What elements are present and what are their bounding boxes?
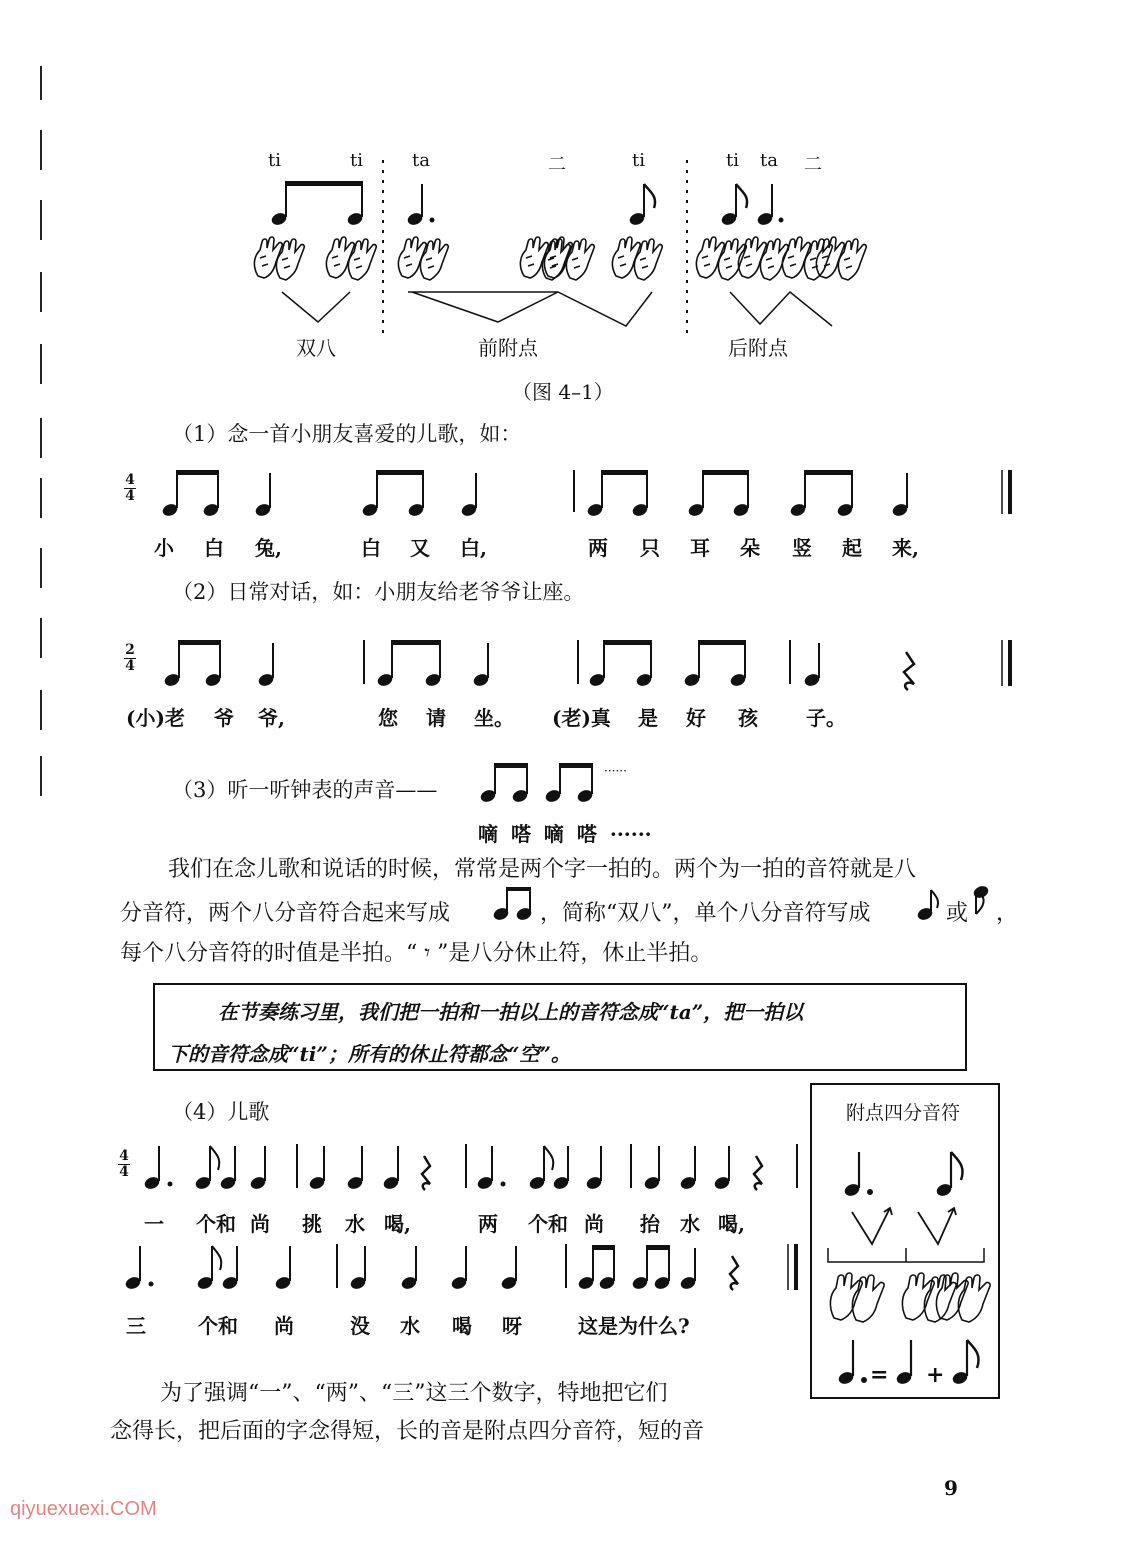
paragraph-line: 我们在念儿歌和说话的时候，常常是两个字一拍的。两个为一拍的音符就是八 (168, 857, 917, 882)
lyric: 一 (144, 1212, 164, 1236)
lyric: 请 (426, 706, 446, 730)
lyric: 来, (892, 536, 919, 560)
figure-caption: （图 4–1） (512, 380, 614, 404)
syllable-ti: ti (726, 150, 739, 171)
lyric: 竖 (792, 536, 812, 560)
ex2-staff (163, 640, 1010, 690)
equals-sign: = (870, 1362, 889, 1388)
lyric: (小)老 (126, 706, 185, 730)
lyric: 坐。 (474, 706, 514, 730)
clap-hands-icon (254, 237, 866, 280)
fig-post-dotted (720, 184, 784, 227)
paragraph-line: 分音符，两个八分音符合起来写成 (120, 901, 451, 926)
side-box-notes (828, 1152, 990, 1386)
lyric: 抬 (640, 1212, 660, 1236)
syllable-er: 二 (804, 154, 822, 175)
lyric: 个和 (528, 1212, 568, 1236)
inline-eighth-note-down-icon (972, 884, 990, 914)
lyric: 水 (345, 1212, 365, 1236)
lyric: 起 (842, 536, 862, 560)
paragraph-line: 为了强调“一”、“两”、“三”这三个数字，特地把它们 (160, 1381, 668, 1406)
lyric: 喝, (384, 1212, 411, 1236)
lyric: 挑 (302, 1212, 322, 1236)
syllable-ti: ti (268, 150, 281, 171)
syllable-er: 二 (548, 154, 566, 175)
syllable-ta: ta (760, 150, 778, 171)
label-shuangba: 双八 (296, 336, 336, 360)
lyric: 个和 (198, 1314, 238, 1338)
ex2-time-signature: 2 4 (125, 642, 135, 674)
lyric: 只 (640, 536, 660, 560)
ex4-heading: （4）儿歌 (172, 1100, 270, 1124)
lyric: 白 (204, 536, 224, 560)
label-houfudian: 后附点 (728, 336, 788, 360)
side-box-title: 附点四分音符 (846, 1102, 961, 1124)
ex3-lyrics: 嘀 嗒 嘀 嗒 ······ (478, 822, 652, 846)
lyric: 呀 (502, 1314, 522, 1338)
lyric: 三 (126, 1314, 146, 1338)
lyric: 又 (410, 536, 430, 560)
ex1-staff (161, 470, 1010, 518)
ex4-time-signature: 4 4 (119, 1148, 129, 1180)
fig-dotted-quarter (406, 184, 655, 227)
lyric: 白, (460, 536, 487, 560)
side-box-border (811, 1084, 999, 1398)
lyric: 水 (400, 1314, 420, 1338)
lyric: 小 (154, 536, 174, 560)
syllable-ti: ti (350, 150, 363, 171)
ex1-heading: （1）念一首小朋友喜爱的儿歌，如： (172, 422, 522, 446)
lyric: 这是为什么? (578, 1314, 690, 1338)
lyric: 您 (378, 706, 398, 730)
ex4-staff-line1 (143, 1144, 797, 1191)
lyric: 尚 (250, 1212, 270, 1236)
lyric: 好 (686, 706, 706, 730)
watermark: qiyuexuexi.COM (10, 1498, 157, 1520)
ex1-time-signature: 4 4 (125, 472, 135, 504)
lyric: 孩 (738, 706, 758, 730)
syllable-ti: ti (632, 150, 645, 171)
lyric: 朵 (740, 536, 760, 560)
lyric: 尚 (274, 1314, 294, 1338)
page-number: 9 (944, 1476, 958, 1500)
fig-double-eighth (270, 181, 364, 227)
note-line: 下的音符念成“ti”；所有的休止符都念“空”。 (168, 1042, 571, 1066)
paragraph-line: 每个八分音符的时值是半拍。“ 𝄾 ”是八分休止符，休止半拍。 (120, 941, 713, 966)
inline-eighth-note-icon (916, 890, 938, 922)
lyric: 爷 (214, 706, 234, 730)
label-qianfudian: 前附点 (478, 336, 538, 360)
inline-double-eighth-icon (492, 887, 533, 922)
lyric: 水 (680, 1212, 700, 1236)
lyric: 兔, (255, 536, 282, 560)
ex3-staff (479, 763, 594, 804)
lyric: 爷, (258, 706, 285, 730)
lyric: 尚 (584, 1212, 604, 1236)
ex3-heading: （3）听一听钟表的声音—— (172, 778, 438, 802)
paragraph-line: ，简称“双八”，单个八分音符写成 (540, 901, 871, 926)
lyric: 两 (478, 1212, 498, 1236)
paragraph-line: 或 (946, 901, 969, 926)
note-line: 在节奏练习里，我们把一拍和一拍以上的音符念成“ta”，把一拍以 (218, 1000, 804, 1024)
lyric: 两 (588, 536, 608, 560)
lyric: 喝, (718, 1212, 745, 1236)
paragraph-line: 念得长，把后面的字念得短，长的音是附点四分音符，短的音 (110, 1419, 705, 1444)
plus-sign: + (926, 1362, 945, 1388)
lyric: 子。 (806, 706, 846, 730)
lyric: 耳 (690, 536, 710, 560)
lyric: (老)真 (552, 706, 611, 730)
ex2-heading: （2）日常对话，如：小朋友给老爷爷让座。 (172, 580, 585, 604)
ex4-staff-line2 (124, 1244, 796, 1291)
lyric: 白 (361, 536, 381, 560)
lyric: 喝 (452, 1314, 472, 1338)
lyric: 是 (638, 706, 658, 730)
lyric: 没 (350, 1314, 370, 1338)
ex3-ellipsis: ······ (604, 764, 627, 778)
lyric: 个和 (196, 1212, 236, 1236)
paragraph-line: ， (996, 901, 1019, 926)
syllable-ta: ta (412, 150, 430, 171)
